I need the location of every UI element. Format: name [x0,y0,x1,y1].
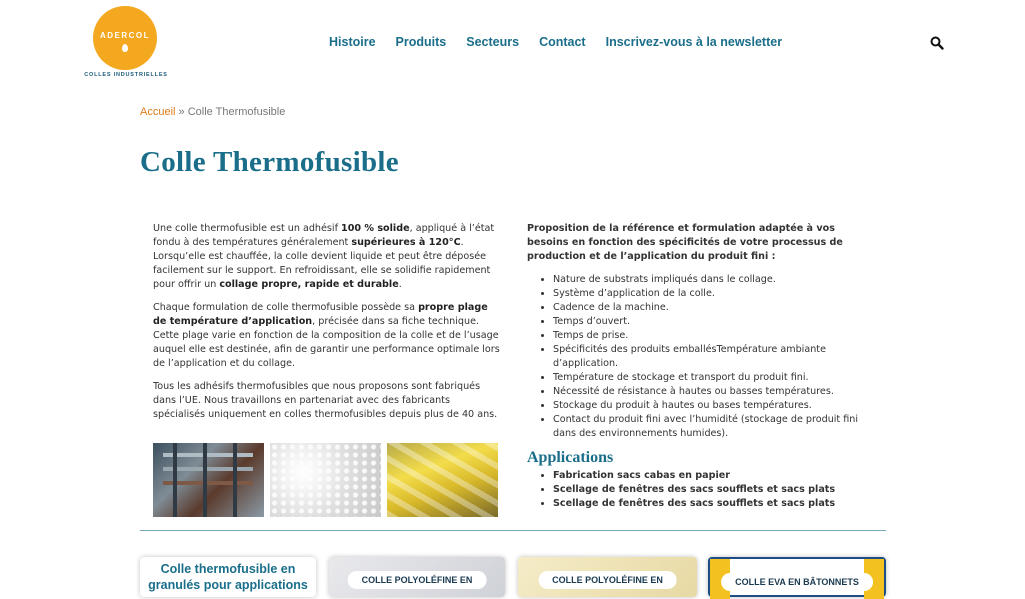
logo-text: ADERCOL [99,31,151,40]
description-paragraph-1 [153,222,501,292]
product-card-eva-sticks[interactable] [708,557,886,597]
list-item: • Spécificités des produits emballésTempérature ambiante d’application. [553,343,867,371]
pellets-image[interactable] [270,443,381,517]
applications-title: Applications [527,449,614,466]
section-divider [140,530,886,531]
criteria-column [527,222,867,511]
card-title: Colle thermofusible en granulés pour applications [148,562,308,592]
breadcrumb-separator: » [178,106,185,118]
product-card-polyolefine-2[interactable] [518,557,697,597]
text: , appliqué à l’état fondu à des températures généralement [153,223,495,248]
list-item: • Temps de prise. [553,329,867,343]
text: Chaque formulation de colle thermofusible possède sa [153,302,419,313]
search-icon[interactable] [930,35,944,49]
list-item: • Température de stockage et transport du produit fini. [553,371,867,385]
list-item: • Scellage de fenêtres des sacs soufflets et sacs plats [553,483,867,497]
list-item: • Nécessité de résistance à hautes ou basses températures. [553,385,867,399]
breadcrumb-current: Colle Thermofusible [187,106,286,118]
criteria-list [527,273,867,441]
nav-item-produits[interactable]: Produits [395,35,447,49]
card-label: COLLE EVA EN BÂTONNETS [721,573,873,591]
page-title: Colle Thermofusible [140,146,399,178]
description-paragraph-2 [153,301,501,371]
nav-item-newsletter[interactable]: Inscrivez-vous à la newsletter [605,35,783,49]
list-item: • Contact du produit fini avec l’humidité (stockage de produit fini dans des environnements humides). [553,413,867,441]
list-item: • Système d’application de la colle. [553,287,867,301]
applications-list [527,469,867,511]
card-label: COLLE POLYOLÉFINE EN [348,571,487,589]
list-item: • Fabrication sacs cabas en papier [553,469,867,483]
text: . Lorsqu’elle est chauffée, la colle devient liquide et peut être déposée facilement sur le support. En refroidissant, elle se solidifie rapidement pour offrir un [153,237,491,290]
bold-text: supérieures à 120°C [351,237,461,248]
nav-item-histoire[interactable]: Histoire [329,35,376,49]
adercol-logo[interactable] [84,6,168,82]
logo-drop-icon [122,44,128,52]
breadcrumb [140,106,285,118]
list-item: • Cadence de la machine. [553,301,867,315]
description-paragraph-3: Tous les adhésifs thermofusibles que nous proposons sont fabriqués dans l’UE. Nous travaillons en partenariat avec des fabricants spécialisés uniquement en colles thermofusibles depuis plus de 40 ans. [153,381,498,420]
bold-text: collage propre, rapide et durable [219,279,399,290]
criteria-intro: Proposition de la référence et formulation adaptée à vos besoins en fonction des spécificités de votre processus de production et de l’application du produit fini : [527,223,843,262]
nav-item-secteurs[interactable]: Secteurs [466,35,520,49]
bold-text: 100 % solide [341,223,410,234]
product-card-polyolefine-1[interactable] [329,557,505,597]
site-header [0,0,1025,90]
description-column [153,222,501,431]
card-label: COLLE POLYOLÉFINE EN [538,571,677,589]
text: , précisée dans sa fiche technique. Cette plage varie en fonction de la composition de la colle et de l’usage auquel elle est destinée, afin de garantir une performance optimale lors de l’application et du collage. [153,316,500,369]
text: . [398,279,402,290]
product-gallery [153,443,498,517]
product-card-granules[interactable] [140,557,316,597]
text: Une colle thermofusible est un adhésif [153,223,342,234]
main-nav [329,35,782,49]
logo-subtitle: COLLES INDUSTRIELLES [84,72,168,78]
glue-sticks-image[interactable] [387,443,498,517]
breadcrumb-home-link[interactable]: Accueil [140,106,176,118]
nav-item-contact[interactable]: Contact [539,35,586,49]
bold-text: propre plage de température d’application [153,302,488,327]
factory-image[interactable] [153,443,264,517]
list-item: • Stockage du produit à hautes ou bases températures. [553,399,867,413]
list-item: • Nature de substrats impliqués dans le collage. [553,273,867,287]
list-item: • Scellage de fenêtres des sacs soufflets et sacs plats [553,497,867,511]
list-item: • Temps d’ouvert. [553,315,867,329]
